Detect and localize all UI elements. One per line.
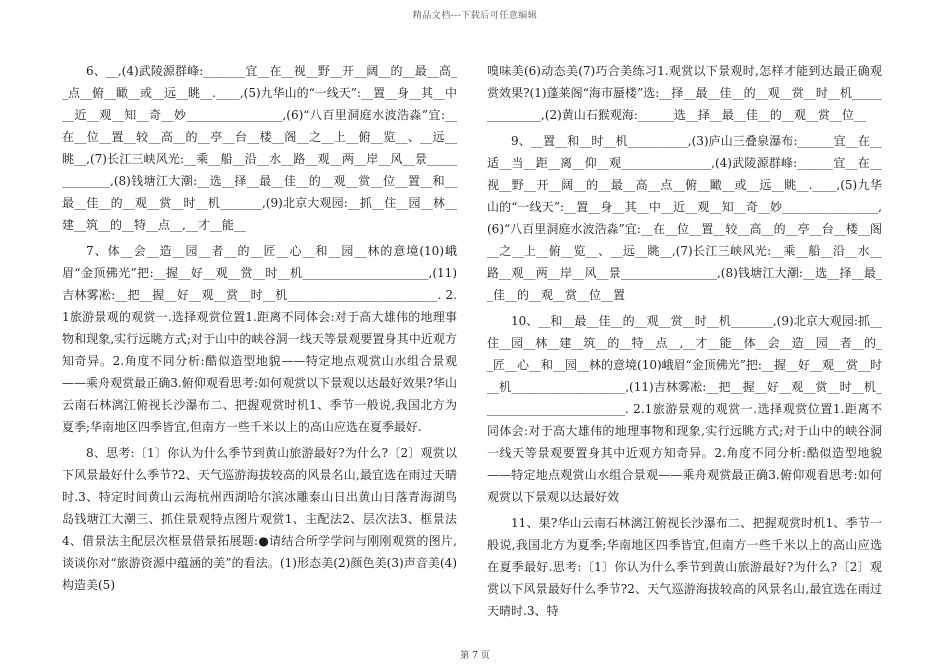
paragraph: 11、果?华山云南石林漓江俯视长沙瀑布二、把握观赏时机1、季节一般说,我国北方为夏季;华南地区四季皆宜,但南方一些千米以上的高山应选在夏季最好.思考:〔1〕你认为什么季节到黄山旅游最好?为什么?〔2〕观赏以下风景最好什么季节?2、天气巡游海拔较高的风景名山,最宜选在雨过天晴时.3、特 xyxy=(487,516,882,618)
paragraph: 9、__置__和__时__机__________,(3)庐山三叠泉瀑布:______宜__在__适__当__距__离__仰__观_______________,(4)武陵源群峰:______宜__在__视__野__开__阔__的__最__高__点__俯__瞰__或__远__眺__.____,(5)九华山的“一线天”:__置__身__其__中__近__观__知__奇__妙________________,(6)“八百里洞庭水波浩淼”宜:__在__位__置__较__高__的__亭__台__楼__阁__之__上__俯__览__、__远__眺__,(7)长江三峡风光:__乘__船__沿__水__路__观__两__岸__风__景________________,(8)钱塘江大潮:__选__择__最__佳__的__观__赏__位__置 xyxy=(487,134,882,302)
paragraph: 6、__,(4)武陵源群峰:_______宜__在__视__野__开__阔__的__最__高__点__俯__瞰__或__远__眺__.____,(5)九华山的“一线天”:__置__身__其__中__近__观__知__奇__妙________________,(6)“八百里洞庭水波浩淼”宜:__在__位__置__较__高__的__亭__台__楼__阁__之__上__俯__览__、__远__眺__,(7)长江三峡风光:__乘__船__沿__水__路__观__两__岸__风__景_____________,(8)钱塘江大潮:__选__择__最__佳__的__观__赏__位__置__和__最__佳__的__观__赏__时__机_______,(9)北京大观园:__抓__住__园__林__建__筑__的__特__点__,__才__能__ xyxy=(62,64,457,232)
right-column xyxy=(487,60,882,626)
paragraph: 7、体__会__造__园__者__的__匠__心__和__园__林的意境(10)峨眉“金顶佛光”把:__握__好__观__赏__时__机_____________________,(11)吉林雾凇:__把__握__好__观__赏__时__机_________________________. 2.1旅游景观的观赏一.选择观赏位置1.距离不同体会:对于高大雄伟的地理事物和现象,实行远眺方式;对于山中的峡谷洞一线天等景观要置身其中近观方知奇异。2.角度不同分析:酷似造型地貌——特定地点观赏山水组合景观——乘舟观赏最正确3.俯仰观看思考:如何观赏以下景观以达最好效果?华山云南石林漓江俯视长沙瀑布二、把握观赏时机1、季节一般说,我国北方为夏季;华南地区四季皆宜,但南方一些千米以上的高山应选在夏季最好. xyxy=(62,244,457,434)
paragraph: 8、思考:〔1〕你认为什么季节到黄山旅游最好?为什么?〔2〕观赏以下风景最好什么季节?2、天气巡游海拔较高的风景名山,最宜选在雨过天晴时.3、特定时间黄山云海杭州西湖哈尔滨冰雕泰山日出黄山日落青海湖鸟岛钱塘江大潮三、抓住景观特点图片观赏1、主配法2、层次法3、框景法4、借景法主配层次框景借景拓展题:●请结合所学学问与刚刚观赏的图片,谈谈你对“旅游资源中蕴涵的美”的看法。(1)形态美(2)颜色美(3)声音美(4)构造美(5) xyxy=(62,446,457,592)
paragraph: 嗅味美(6)动态美(7)巧合美练习1.观赏以下景观时,怎样才能到达最正确观赏效果?(1)蓬莱阁“海市蜃楼”选:__择__最__佳__的__观__赏__时__机______________,(2)黄山石猴观海:______选__择__最__佳__的__观__赏__位__ xyxy=(487,64,882,122)
paragraph: 10、__和__最__佳__的__观__赏__时__机_______,(9)北京大观园:抓__住__园__林__建__筑__的__特__点__,__才__能__体__会__造__园__者__的__匠__心__和__园__林的意境(10)峨眉“金顶佛光”把:__握__好__观__赏__时__机___________________,(11)吉林雾凇:__把__握__好__观__赏__时__机________________________. 2.1旅游景观的观赏一.选择观赏位置1.距离不同体会:对于高大雄伟的地理事物和现象,实行远眺方式;对于山中的峡谷洞一线天等景观要置身其中近观方知奇异。2.角度不同分析:酷似造型地貌——特定地点观赏山水组合景观——乘舟观赏最正确3.俯仰观看思考:如何观赏以下景观以达最好效 xyxy=(487,314,882,504)
page-number: 第 7 页 xyxy=(460,651,490,661)
left-column xyxy=(62,60,457,600)
page-header: 精品文档---下载后可任意编辑 xyxy=(412,11,538,21)
